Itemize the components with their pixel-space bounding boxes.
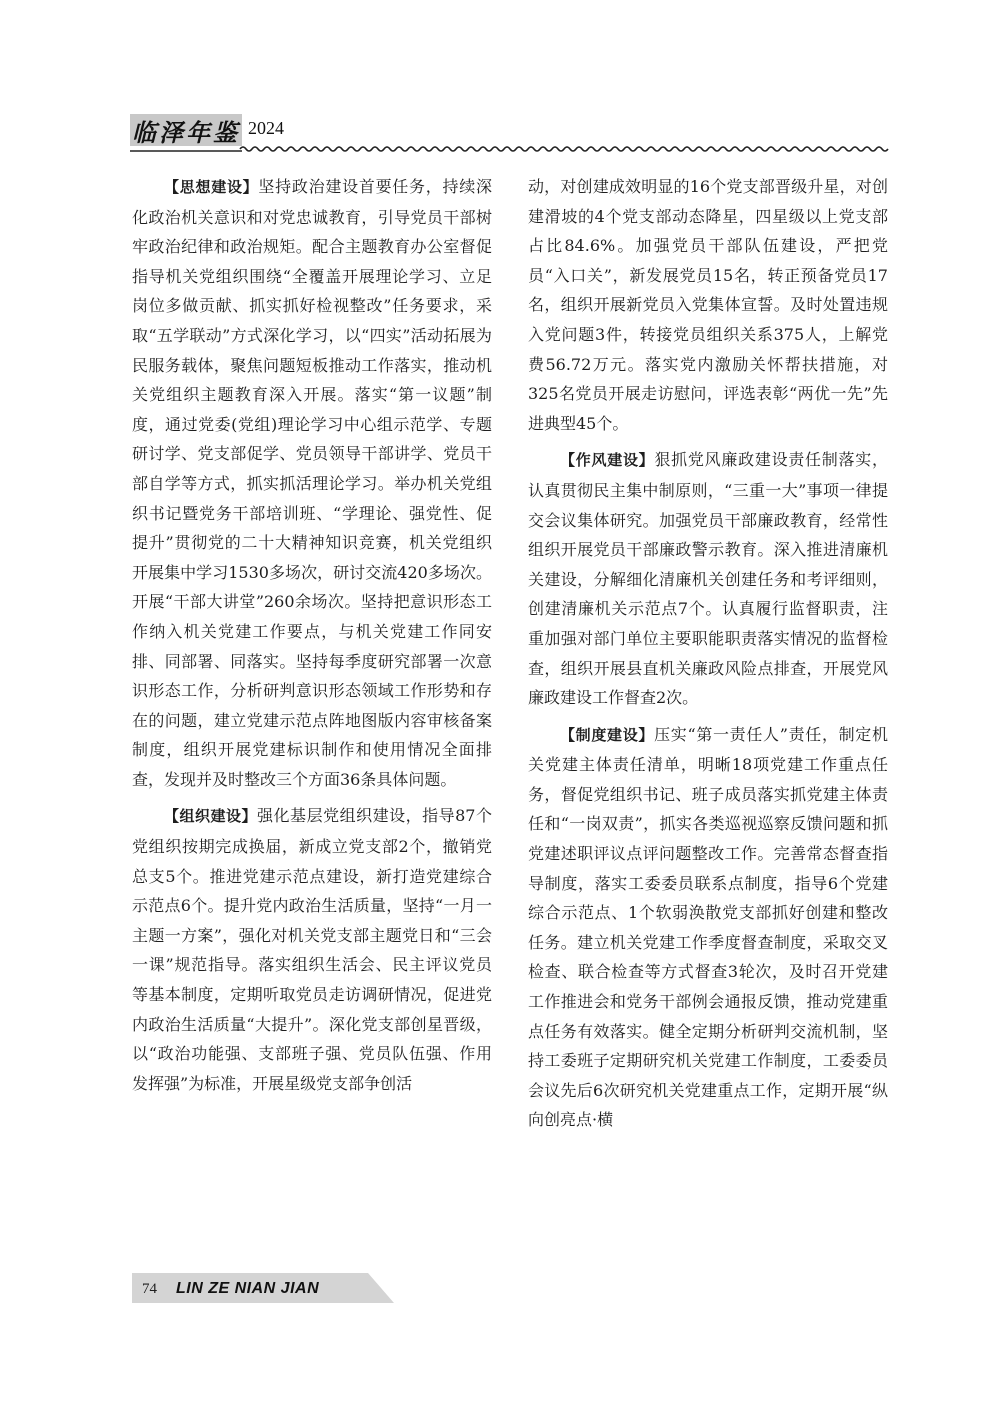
header-year: 2024 xyxy=(248,118,284,138)
section-title-work-style: 【作风建设】 xyxy=(560,451,655,470)
left-column xyxy=(132,172,492,1105)
page-header xyxy=(130,114,890,154)
paragraph-ideology xyxy=(132,172,492,794)
paragraph-text: 狠抓党风廉政建设责任制落实，认真贯彻民主集中制原则，“三重一大”事项一律提交会议集体研究。加强党员干部廉政教育，经常性组织开展党员干部廉政警示教育。深入推进清廉机关建设，分解细化清廉机关创建任务和考评细则，创建清廉机关示范点7个。认真履行监督职责，注重加强对部门单位主要职能职责落实情况的监督检查，组织开展县直机关廉政风险点排查，开展党风廉政建设工作督查2次。 xyxy=(528,450,888,708)
page-number: 74 xyxy=(142,1281,157,1297)
paragraph-organization-continued xyxy=(528,172,888,438)
logo-text: 临泽年鉴 xyxy=(132,117,240,147)
right-column xyxy=(528,172,888,1142)
paragraph-text: 压实“第一责任人”责任，制定机关党建主体责任清单，明晰18项党建工作重点任务，督促党组织书记、班子成员落实抓党建主体责任和“一岗双责”，抓实各类巡视巡察反馈问题和抓党建述职评议点评问题整改工作。完善常态督查指导制度，落实工委委员联系点制度，指导6个党建综合示范点、1个软弱涣散党支部抓好创建和整改任务。建立机关党建工作季度督查制度，采取交叉检查、联合检查等方式督查3轮次，及时召开党建工作推进会和党务干部例会通报反馈，推动党建重点任务有效落实。健全定期分析研判交流机制，坚持工委班子定期研究机关党建工作制度，工委委员会议先后6次研究机关党建重点工作，定期开展“纵向创亮点·横 xyxy=(528,724,888,1130)
yearbook-logo xyxy=(130,114,242,146)
section-title-organization: 【组织建设】 xyxy=(164,807,258,826)
paragraph-text: 坚持政治建设首要任务，持续深化政治机关意识和对党忠诚教育，引导党员干部树牢政治纪律和政治规矩。配合主题教育办公室督促指导机关党组织围绕“全覆盖开展理论学习、立足岗位多做贡献、抓实抓好检视整改”任务要求，采取“五学联动”方式深化学习，以“四实”活动拓展为民服务载体，聚焦问题短板推动工作落实，推动机关党组织主题教育深入开展。落实“第一议题”制度，通过党委(党组)理论学习中心组示范学、专题研讨学、党支部促学、党员领导干部讲学、党员干部自学等方式，抓实抓活理论学习。举办机关党组织书记暨党务干部培训班、“学理论、强党性、促提升”贯彻党的二十大精神知识竞赛，机关党组织开展集中学习1530多场次，研讨交流420多场次。开展“干部大讲堂”260余场次。坚持把意识形态工作纳入机关党建工作要点，与机关党建工作同安排、同部署、同落实。坚持每季度研究部署一次意识形态工作，分析研判意识形态领域工作形势和存在的问题，建立党建示范点阵地图版内容审核备案制度，组织开展党建标识制作和使用情况全面排查，发现并及时整改三个方面36条具体问题。 xyxy=(132,177,492,789)
section-title-institution: 【制度建设】 xyxy=(560,725,655,744)
paragraph-text: 强化基层党组织建设，指导87个党组织按期完成换届，新成立党支部2个，撤销党总支5个。推进党建示范点建设，新打造党建综合示范点6个。提升党内政治生活质量，坚持“一月一主题一方案”，强化对机关党支部主题党日和“三会一课”规范指导。落实组织生活会、民主评议党员等基本制度，定期听取党员走访调研情况，促进党内政治生活质量“大提升”。深化党支部创星晋级，以“政治功能强、支部班子强、党员队伍强、作用发挥强”为标准，开展星级党支部争创活 xyxy=(132,806,492,1093)
section-title-ideology: 【思想建设】 xyxy=(164,178,259,196)
footer-title: LIN ZE NIAN JIAN xyxy=(176,1280,320,1297)
paragraph-institution xyxy=(528,720,888,1135)
paragraph-text: 动，对创建成效明显的16个党支部晋级升星，对创建滑坡的4个党支部动态降星，四星级以上党支部占比84.6%。加强党员干部队伍建设，严把党员“入口关”，新发展党员15名，转正预备党员17名，组织开展新党员入党集体宣誓。及时处置违规入党问题3件，转接党员组织关系375人，上解党费56.72万元。落实党内激励关怀帮扶措施，对325名党员开展走访慰问，评选表彰“两优一先”先进典型45个。 xyxy=(528,177,888,433)
paragraph-organization xyxy=(132,801,492,1098)
page-footer xyxy=(132,1273,402,1307)
paragraph-work-style xyxy=(528,445,888,712)
header-wavy-rule xyxy=(130,144,890,154)
